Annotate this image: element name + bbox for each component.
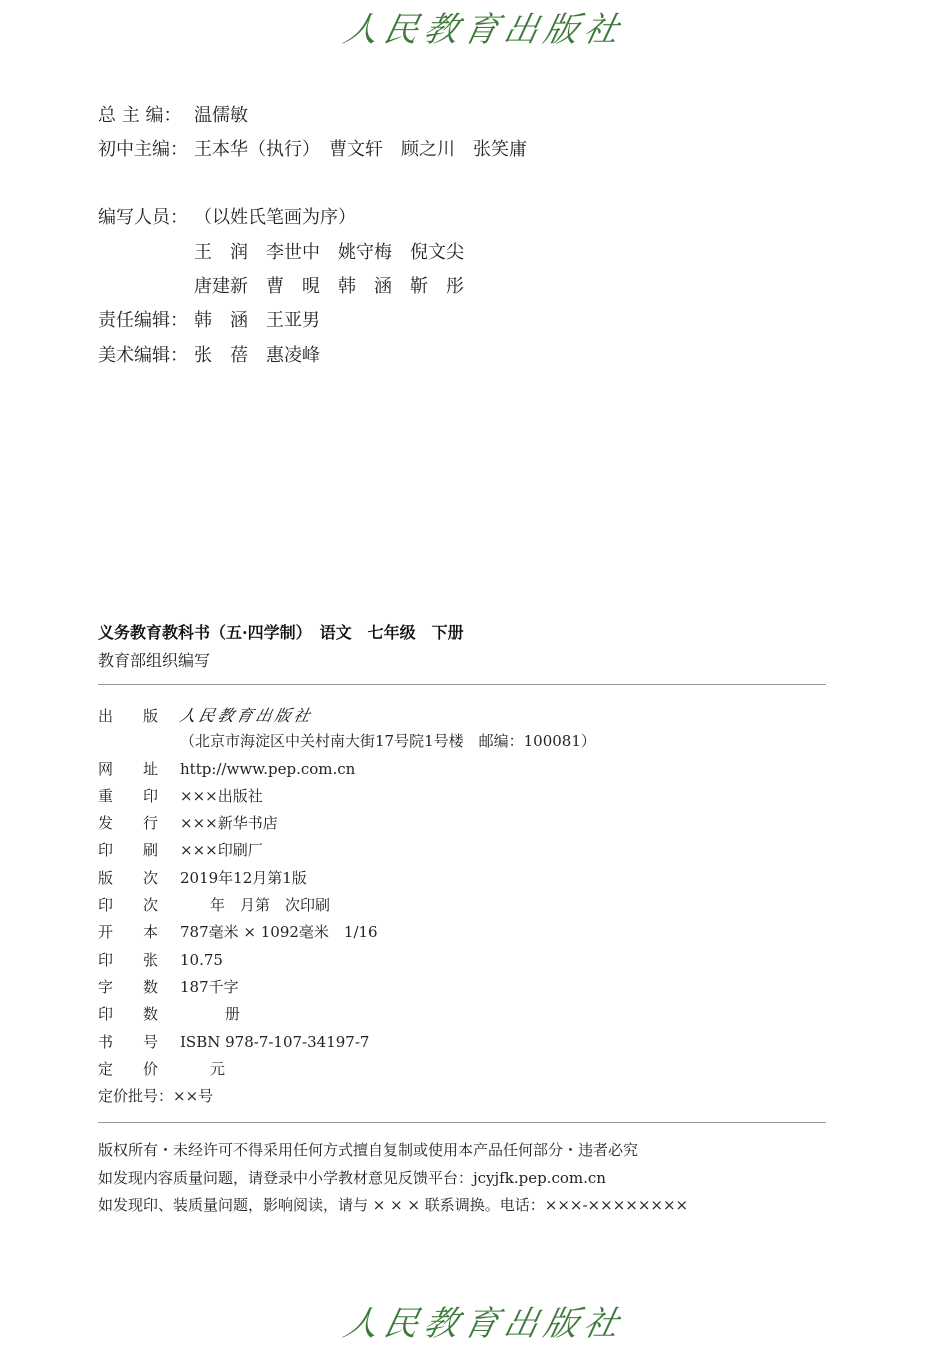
info-label: 开 本 (98, 923, 159, 941)
info-row-website (98, 758, 355, 779)
credit-row-writers (98, 203, 356, 229)
info-label: 印 次 (98, 896, 159, 914)
credit-value: 温儒敏 (194, 105, 248, 126)
info-label: 重 印 (98, 787, 159, 805)
info-row-price (98, 1058, 225, 1079)
info-row-format (98, 921, 378, 942)
info-row-distribution (98, 812, 278, 833)
info-value: 元 (180, 1060, 226, 1078)
credit-value: 张 蓓 惠凌峰 (194, 345, 320, 366)
info-label: 出 版 (98, 707, 159, 725)
publisher-logo-small: 人民教育出版社 (177, 706, 315, 725)
info-row-printing (98, 894, 330, 915)
credit-value: 王 润 李世中 姚守梅 倪文尖 (194, 242, 464, 263)
info-row-sheets (98, 949, 223, 970)
credit-label: 编写人员： (98, 207, 188, 228)
credit-label: 总 主 编： (98, 105, 182, 126)
info-label: 网 址 (98, 760, 159, 778)
info-label: 字 数 (98, 978, 159, 996)
compiled-by: 教育部组织编写 (98, 651, 211, 670)
info-label: 发 行 (98, 814, 159, 832)
info-row-printer (98, 839, 263, 860)
info-row-word-count (98, 976, 239, 997)
divider-bottom (98, 1122, 826, 1123)
credit-value: （以姓氏笔画为序） (194, 207, 356, 228)
credit-row-art-editor (98, 341, 320, 367)
price-approval: 定价批号：××号 (98, 1087, 214, 1105)
info-value: 年 月第 次印刷 (180, 896, 331, 914)
info-value: 187千字 (180, 978, 239, 996)
credit-row-junior-editor (98, 135, 527, 161)
print-quality-notice: 如发现印、装质量问题，影响阅读，请与 × × × 联系调换。电话：×××-×××××××× (98, 1196, 689, 1214)
copyright-notice: 版权所有・未经许可不得采用任何方式擅自复制或使用本产品任何部分・违者必究 (98, 1141, 639, 1159)
info-value: http://www.pep.com.cn (180, 760, 356, 778)
info-value: 787毫米 × 1092毫米 1/16 (180, 923, 378, 941)
info-value: ISBN 978-7-107-34197-7 (180, 1033, 370, 1051)
divider-top (98, 684, 826, 685)
info-label: 印 刷 (98, 841, 159, 859)
info-row-publisher (98, 703, 313, 726)
credit-label: 美术编辑： (98, 345, 188, 366)
info-row-reprint (98, 785, 263, 806)
credit-row-chief-editor (98, 101, 248, 127)
info-label: 印 数 (98, 1005, 159, 1023)
info-row-print-run (98, 1003, 240, 1024)
credit-row-writers-names-2 (98, 272, 464, 298)
info-value: 10.75 (180, 951, 223, 969)
info-label: 印 张 (98, 951, 159, 969)
credit-label: 责任编辑： (98, 310, 188, 331)
info-row-edition (98, 867, 307, 888)
info-label: 书 号 (98, 1033, 159, 1051)
info-value: ×××新华书店 (180, 814, 278, 832)
credit-value: 王本华（执行） 曹文轩 顾之川 张笑庸 (194, 139, 527, 160)
credit-row-writers-names-1 (98, 238, 464, 264)
publisher-logo-bottom: 人民教育出版社 (340, 1304, 629, 1344)
info-value: 册 (180, 1005, 241, 1023)
publisher-logo-top: 人民教育出版社 (340, 10, 629, 50)
content-feedback-notice: 如发现内容质量问题，请登录中小学教材意见反馈平台：jcyjfk.pep.com.cn (98, 1169, 606, 1187)
credit-value: 唐建新 曹 晛 韩 涵 靳 彤 (194, 276, 464, 297)
publisher-address: （北京市海淀区中关村南大街17号院1号楼 邮编：100081） (180, 732, 596, 750)
credit-row-responsible-editor (98, 306, 320, 332)
info-label: 版 次 (98, 869, 159, 887)
credit-value: 韩 涵 王亚男 (194, 310, 320, 331)
info-value: 2019年12月第1版 (180, 869, 307, 887)
book-title: 义务教育教科书（五·四学制） 语文 七年级 下册 (98, 623, 464, 642)
info-value: ×××印刷厂 (180, 841, 263, 859)
info-row-isbn (98, 1031, 369, 1052)
info-label: 定 价 (98, 1060, 159, 1078)
info-value: ×××出版社 (180, 787, 263, 805)
credit-label: 初中主编： (98, 139, 188, 160)
